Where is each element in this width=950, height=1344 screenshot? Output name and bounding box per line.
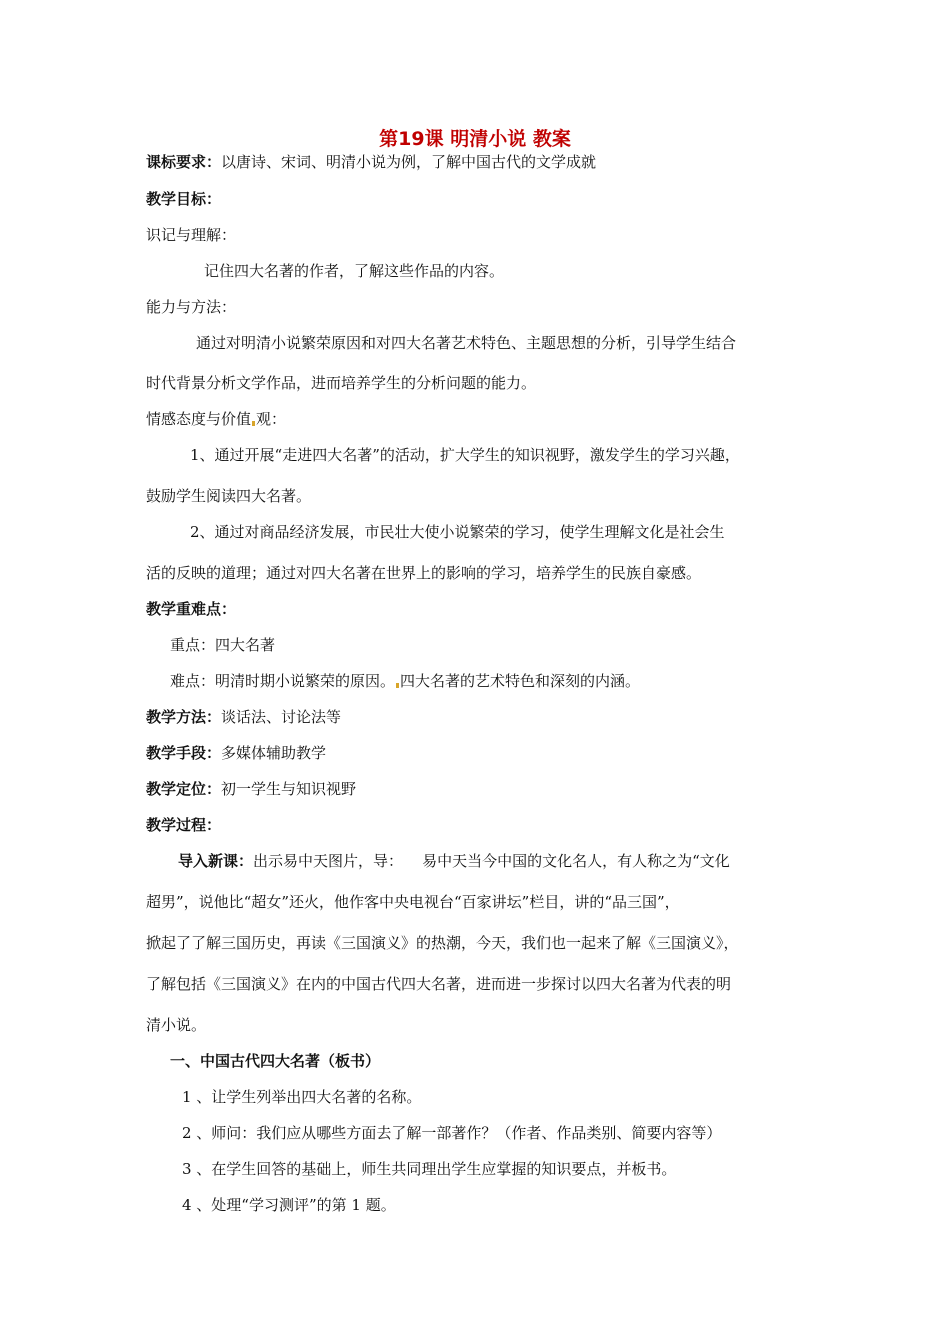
- intro-line-1: [178, 851, 730, 871]
- teaching-method: [146, 707, 341, 727]
- teaching-position: [146, 779, 356, 799]
- recall-text: 记住四大名著的作者，了解这些作品的内容。: [204, 262, 505, 280]
- section-1-item-1: 1 、让学生列举出四大名著的名称。: [182, 1088, 422, 1106]
- emotion-heading-part-1: 情感态度与价值: [146, 410, 252, 428]
- teaching-means-label: 教学手段：: [146, 744, 222, 762]
- difficulty-part-1: 难点：明清时期小说繁荣的原因。: [170, 672, 396, 690]
- teaching-means-text: 多媒体辅助教学: [221, 744, 327, 762]
- teaching-method-text: 谈话法、讨论法等: [221, 708, 342, 726]
- document-title: 第19课 明清小说 教案: [379, 128, 571, 150]
- emotion-heading-part-2: 观：: [256, 410, 287, 428]
- ability-heading: 能力与方法：: [146, 298, 237, 316]
- edit-mark-icon: [396, 683, 399, 688]
- intro-line-4: 了解包括《三国演义》在内的中国古代四大名著，进而进一步探讨以四大名著为代表的明: [146, 975, 732, 993]
- edit-mark-icon: [252, 421, 255, 426]
- teaching-method-label: 教学方法：: [146, 708, 222, 726]
- intro-label: 导入新课：: [178, 852, 254, 870]
- intro-line-5: 清小说。: [146, 1016, 207, 1034]
- teaching-position-label: 教学定位：: [146, 780, 222, 798]
- difficulty-part-2: 四大名著的艺术特色和深刻的内涵。: [400, 672, 641, 690]
- teaching-means: [146, 743, 326, 763]
- emotion-item-2-line-1: 2、通过对商品经济发展，市民壮大使小说繁荣的学习，使学生理解文化是社会生: [190, 523, 725, 541]
- difficulty-point: [170, 671, 640, 691]
- emotion-item-2-line-2: 活的反映的道理；通过对四大名著在世界上的影响的学习，培养学生的民族自豪感。: [146, 564, 702, 582]
- curriculum-requirement-text: 以唐诗、宋词、明清小说为例，了解中国古代的文学成就: [221, 153, 597, 171]
- ability-text-line-2: 时代背景分析文学作品，进而培养学生的分析问题的能力。: [146, 374, 537, 392]
- focus-point: 重点：四大名著: [170, 636, 276, 654]
- teaching-position-text: 初一学生与知识视野: [221, 780, 357, 798]
- emotion-heading: [146, 409, 286, 429]
- intro-line-3: 掀起了了解三国历史，再读《三国演义》的热潮，今天，我们也一起来了解《三国演义》，: [146, 934, 739, 952]
- emotion-item-1-line-1: 1、通过开展“走进四大名著”的活动，扩大学生的知识视野，激发学生的学习兴趣，: [190, 446, 740, 464]
- curriculum-requirement-label: 课标要求：: [146, 153, 222, 171]
- ability-text-line-1: 通过对明清小说繁荣原因和对四大名著艺术特色、主题思想的分析，引导学生结合: [196, 334, 737, 352]
- section-1-item-2: 2 、师问：我们应从哪些方面去了解一部著作？（作者、作品类别、简要内容等）: [182, 1124, 722, 1142]
- recall-heading: 识记与理解：: [146, 226, 237, 244]
- section-1-heading: 一、中国古代四大名著（板书）: [170, 1052, 381, 1070]
- teaching-process-heading: 教学过程：: [146, 816, 222, 834]
- emotion-item-1-line-2: 鼓励学生阅读四大名著。: [146, 487, 312, 505]
- section-1-item-4: 4 、处理“学习测评”的第 1 题。: [182, 1196, 396, 1214]
- curriculum-requirement: [146, 152, 596, 172]
- intro-line-2: 超男”，说他比“超女”还火，他作客中央电视台“百家讲坛”栏目，讲的“品三国”，: [146, 893, 680, 911]
- teaching-goals-heading: 教学目标：: [146, 190, 222, 208]
- intro-text-1: 出示易中天图片，导： 易中天当今中国的文化名人，有人称之为“文化: [253, 852, 730, 870]
- key-difficulty-heading: 教学重难点：: [146, 600, 237, 618]
- section-1-item-3: 3 、在学生回答的基础上，师生共同理出学生应掌握的知识要点，并板书。: [182, 1160, 677, 1178]
